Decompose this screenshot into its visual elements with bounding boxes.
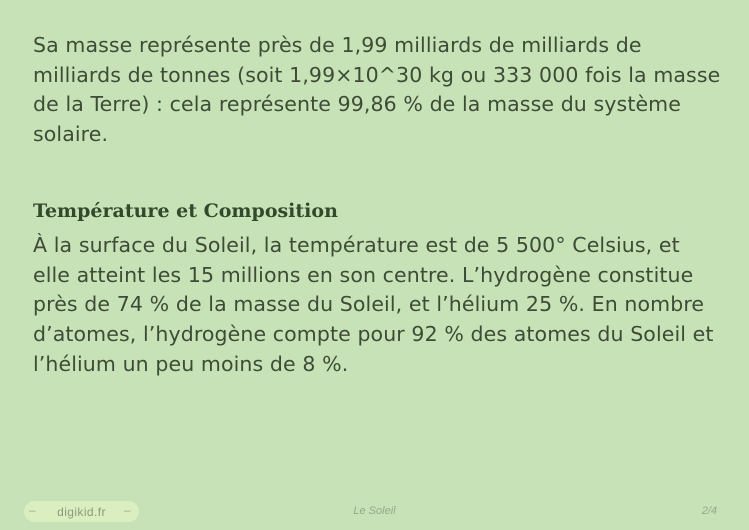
page-number: 2/4 [701,505,717,517]
page-content [33,31,723,379]
footer [0,501,749,523]
section-heading: Température et Composition [33,199,338,222]
dash-right-icon: – [123,503,131,517]
temperature-paragraph: À la surface du Soleil, la température est de 5 500° Celsius, et elle atteint les 15 millions en son centre. L’hydrogène constitue près de 74 % de la masse du Soleil, et l’hélium 25 %. En nombre d’atomes, l’hydrogène compte pour 92 % des atomes du Soleil et l’hélium un peu moins de 8 %. [33,232,714,376]
mass-paragraph: Sa masse représente près de 1,99 milliards de milliards de milliards de tonnes (soit 1,99×10^30 kg ou 333 000 fois la masse de la Terre) : cela représente 99,86 % de la masse du système solaire. [33,33,721,147]
footer-title: Le Soleil [353,505,396,517]
brand-label: digikid.fr [57,504,106,519]
dash-left-icon: – [29,503,37,517]
